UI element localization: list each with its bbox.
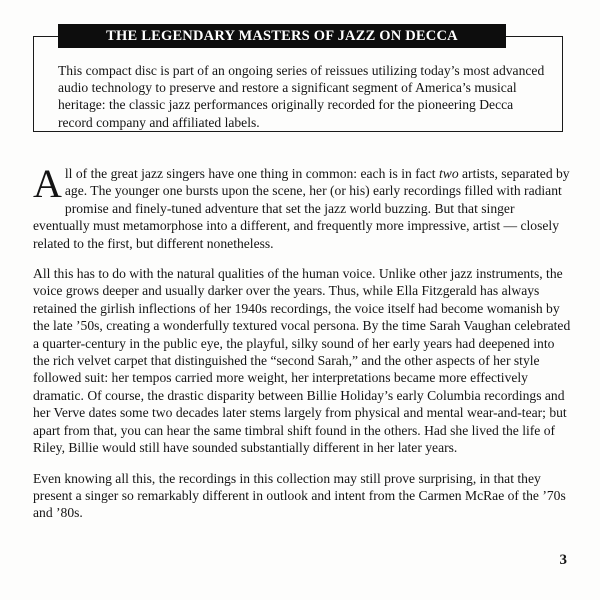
paragraph-1-text-start: ll of the great jazz singers have one thing in common: each is in fact xyxy=(64,166,439,181)
paragraph-1-italic: two xyxy=(438,166,459,181)
liner-notes-body xyxy=(33,161,573,535)
paragraph-2: All this has to do with the natural qualities of the human voice. Unlike other jazz instruments, the voice grows deeper and usually darker over the years. Thus, while Ella Fitzgerald has always retained the girlish inflections of her 1940s recordings, the voice itself had become womanish by the late ’50s, creating a wonderfully textured vocal persona. By the time Sarah Vaughan celebrated a quarter-century in the public eye, the playful, silky sound of her early years had deepened into the rich velvet carpet that distinguished the “second Sarah,” and the other aspects of her style followed suit: her tempos carried more weight, her interpretations became more effectively dramatic. Of course, the drastic disparity between Billie Holiday’s early Columbia recordings and her Verve dates some two decades later stems largely from physical and mental wear-and-tear; but apart from that, you can hear the same timbral shift found in the others. Had she lived the life of Riley, Billie would still have sounded substantially different in her later years. xyxy=(33,266,571,456)
series-description: This compact disc is part of an ongoing series of reissues utilizing today’s most advanced audio technology to preserve and restore a significant segment of America’s musical heritage: the classic jazz performances originally recorded for the pioneering Decca record company and affiliated labels. xyxy=(58,63,545,130)
paragraph-3: Even knowing all this, the recordings in this collection may still prove surprising, in that they present a singer so remarkably different in outlook and intent from the Carmen McRae of the ’70s and ’80s. xyxy=(33,470,566,521)
drop-cap: A xyxy=(33,161,62,206)
page-number: 3 xyxy=(559,552,567,568)
paragraph-1 xyxy=(33,161,573,252)
paragraph-1-text-end: artists, separated by age. The younger one bursts upon the scene, her (or his) early recordings filled with radiant promise and finely-tuned adventure that set the jazz world buzzing. But that singer eventually must metamorphose into a different, and frequently more impressive, artist — closely related to the first, but different nonetheless. xyxy=(33,166,570,251)
series-title-banner: THE LEGENDARY MASTERS OF JAZZ ON DECCA xyxy=(58,24,506,48)
